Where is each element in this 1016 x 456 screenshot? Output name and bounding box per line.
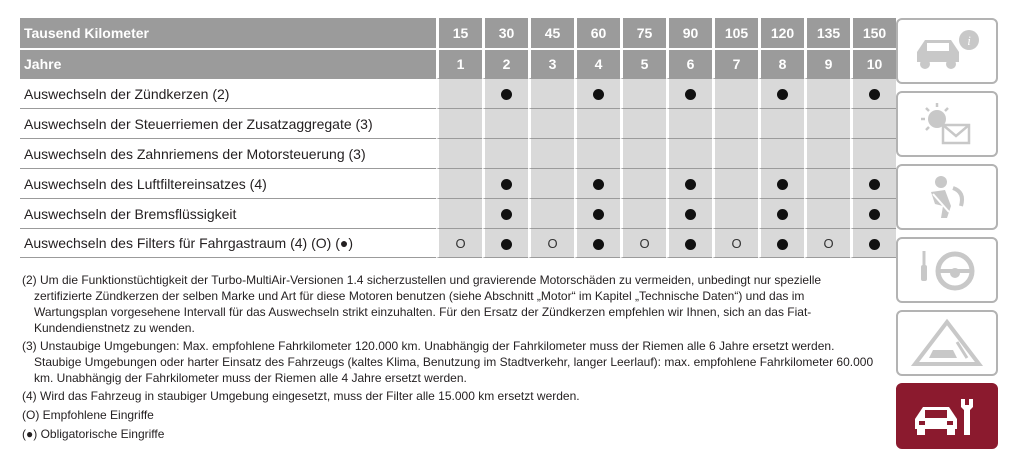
schedule-cell [804, 138, 850, 168]
car-info-icon [907, 26, 987, 76]
schedule-cell [804, 168, 850, 198]
schedule-cell [666, 108, 712, 138]
tab-car-info[interactable] [896, 18, 998, 84]
schedule-cell [620, 228, 666, 258]
schedule-cell [666, 228, 712, 258]
header-cell: 7 [712, 48, 758, 78]
mandatory-mark [593, 179, 604, 190]
header-cell: 4 [574, 48, 620, 78]
recommended-mark: O [547, 236, 558, 251]
recommended-mark: O [823, 236, 834, 251]
service-label: Auswechseln des Zahnriemens der Motorsteuerung (3) [20, 138, 436, 168]
table-row [20, 228, 896, 258]
table-row [20, 78, 896, 108]
schedule-cell [758, 78, 804, 108]
maintenance-schedule-table [20, 18, 896, 258]
header-cell: 8 [758, 48, 804, 78]
footnotes [22, 272, 877, 445]
schedule-cell [436, 108, 482, 138]
mandatory-mark [869, 209, 880, 220]
footnote-3: (3) Unstaubige Umgebungen: Max. empfohlene Fahrkilometer 120.000 km. Unabhängig der Fahrkilometer muss der Riemen alle 6 Jahre ersetzt werden. Staubige Umgebungen oder harter Einsatz des Fahrzeugs (kaltes Klima, Benutzung im Stadtverkehr, langer Leerlauf): max. empfohlene Fahrkilometer 60.000 km. Unabhängig der Fahrkilometer muss der Riemen alle 4 Jahre ersetzt werden. [22, 339, 874, 385]
header-years-row [20, 48, 896, 78]
header-cell: 60 [574, 18, 620, 48]
tab-emergency[interactable] [896, 310, 998, 376]
header-cell: 150 [850, 18, 896, 48]
schedule-cell [574, 78, 620, 108]
schedule-cell [528, 198, 574, 228]
schedule-cell [528, 138, 574, 168]
schedule-cell [712, 198, 758, 228]
mandatory-mark [501, 239, 512, 250]
service-label: Auswechseln der Zündkerzen (2) [20, 78, 436, 108]
header-cell: 9 [804, 48, 850, 78]
mandatory-mark [685, 209, 696, 220]
schedule-cell [482, 198, 528, 228]
header-cell: 90 [666, 18, 712, 48]
header-label: Jahre [20, 48, 436, 78]
header-cell: 75 [620, 18, 666, 48]
maintenance-icon [907, 391, 987, 441]
table-row [20, 108, 896, 138]
schedule-cell [436, 168, 482, 198]
schedule-cell [482, 78, 528, 108]
schedule-cell [436, 78, 482, 108]
header-cell: 30 [482, 18, 528, 48]
schedule-cell [804, 228, 850, 258]
mandatory-mark [777, 209, 788, 220]
mandatory-mark [685, 179, 696, 190]
schedule-cell [482, 228, 528, 258]
footnote-2: (2) Um die Funktionstüchtigkeit der Turbo-MultiAir-Versionen 1.4 sicherzustellen und gravierende Motorschäden zu vermeiden, unbedingt nur spezielle zertifizierte Zündkerzen der selben Marke und Art für diese Motoren benutzen (siehe Abschnitt „Motor“ im Kapitel „Technische Daten“) und das im Wartungsplan vorgesehene Intervall für das Auswechseln strikt einzuhalten. Für den Ersatz der Zündkerzen empfehlen wir Ihnen, sich an das Fiat-Kundendienstnetz zu wenden. [22, 273, 822, 335]
recommended-mark: O [731, 236, 742, 251]
schedule-cell [574, 168, 620, 198]
schedule-cell [666, 198, 712, 228]
header-cell: 10 [850, 48, 896, 78]
starting-driving-icon [907, 245, 987, 295]
header-cell: 105 [712, 18, 758, 48]
svg-text:i: i [967, 33, 971, 48]
schedule-cell [712, 228, 758, 258]
schedule-cell [758, 228, 804, 258]
emergency-icon [907, 318, 987, 368]
table-row [20, 138, 896, 168]
header-cell: 15 [436, 18, 482, 48]
mandatory-mark [501, 89, 512, 100]
schedule-cell [482, 108, 528, 138]
schedule-cell [804, 108, 850, 138]
schedule-cell [528, 78, 574, 108]
schedule-cell [482, 138, 528, 168]
mandatory-mark [501, 209, 512, 220]
schedule-cell [850, 108, 896, 138]
legend-mandatory: (●) Obligatorische Eingriffe [22, 427, 165, 441]
schedule-cell [574, 228, 620, 258]
header-cell: 2 [482, 48, 528, 78]
schedule-cell [528, 168, 574, 198]
schedule-cell [436, 198, 482, 228]
header-cell: 45 [528, 18, 574, 48]
table-row [20, 198, 896, 228]
schedule-cell [758, 198, 804, 228]
mandatory-mark [501, 179, 512, 190]
header-cell: 6 [666, 48, 712, 78]
schedule-cell [850, 168, 896, 198]
schedule-cell [574, 108, 620, 138]
service-label: Auswechseln der Bremsflüssigkeit [20, 198, 436, 228]
schedule-cell [850, 78, 896, 108]
mandatory-mark [685, 239, 696, 250]
schedule-cell [620, 138, 666, 168]
warning-lights-icon [907, 99, 987, 149]
service-label: Auswechseln des Filters für Fahrgastraum (4) (O) (●) [20, 228, 436, 258]
footnote-4: (4) Wird das Fahrzeug in staubiger Umgebung eingesetzt, muss der Filter alle 15.000 km ersetzt werden. [22, 389, 580, 403]
schedule-cell [666, 138, 712, 168]
schedule-cell [850, 138, 896, 168]
chapter-sidebar [896, 18, 1000, 456]
schedule-cell [436, 138, 482, 168]
header-km-row [20, 18, 896, 48]
tab-safety[interactable] [896, 164, 998, 230]
header-cell: 135 [804, 18, 850, 48]
schedule-cell [712, 78, 758, 108]
schedule-cell [850, 228, 896, 258]
header-cell: 5 [620, 48, 666, 78]
schedule-cell [712, 108, 758, 138]
schedule-cell [620, 108, 666, 138]
header-cell: 3 [528, 48, 574, 78]
schedule-cell [436, 228, 482, 258]
service-label: Auswechseln des Luftfiltereinsatzes (4) [20, 168, 436, 198]
tab-maintenance[interactable] [896, 383, 998, 449]
mandatory-mark [685, 89, 696, 100]
header-cell: 1 [436, 48, 482, 78]
schedule-cell [528, 108, 574, 138]
tab-starting-driving[interactable] [896, 237, 998, 303]
schedule-cell [528, 228, 574, 258]
tab-warning-lights[interactable] [896, 91, 998, 157]
mandatory-mark [593, 239, 604, 250]
schedule-cell [574, 138, 620, 168]
schedule-cell [712, 168, 758, 198]
schedule-cell [804, 78, 850, 108]
recommended-mark: O [639, 236, 650, 251]
schedule-cell [850, 198, 896, 228]
recommended-mark: O [455, 236, 466, 251]
schedule-cell [620, 168, 666, 198]
schedule-cell [758, 168, 804, 198]
service-label: Auswechseln der Steuerriemen der Zusatzaggregate (3) [20, 108, 436, 138]
header-label: Tausend Kilometer [20, 18, 436, 48]
schedule-cell [666, 168, 712, 198]
schedule-cell [712, 138, 758, 168]
schedule-cell [666, 78, 712, 108]
mandatory-mark [593, 89, 604, 100]
mandatory-mark [777, 239, 788, 250]
schedule-cell [620, 78, 666, 108]
table-row [20, 168, 896, 198]
header-cell: 120 [758, 18, 804, 48]
mandatory-mark [869, 239, 880, 250]
mandatory-mark [777, 179, 788, 190]
legend-recommended: (O) Empfohlene Eingriffe [22, 408, 154, 422]
mandatory-mark [777, 89, 788, 100]
safety-airbag-icon [907, 172, 987, 222]
mandatory-mark [593, 209, 604, 220]
schedule-cell [758, 138, 804, 168]
schedule-cell [620, 198, 666, 228]
mandatory-mark [869, 179, 880, 190]
schedule-cell [804, 198, 850, 228]
schedule-cell [758, 108, 804, 138]
schedule-cell [574, 198, 620, 228]
mandatory-mark [869, 89, 880, 100]
schedule-cell [482, 168, 528, 198]
